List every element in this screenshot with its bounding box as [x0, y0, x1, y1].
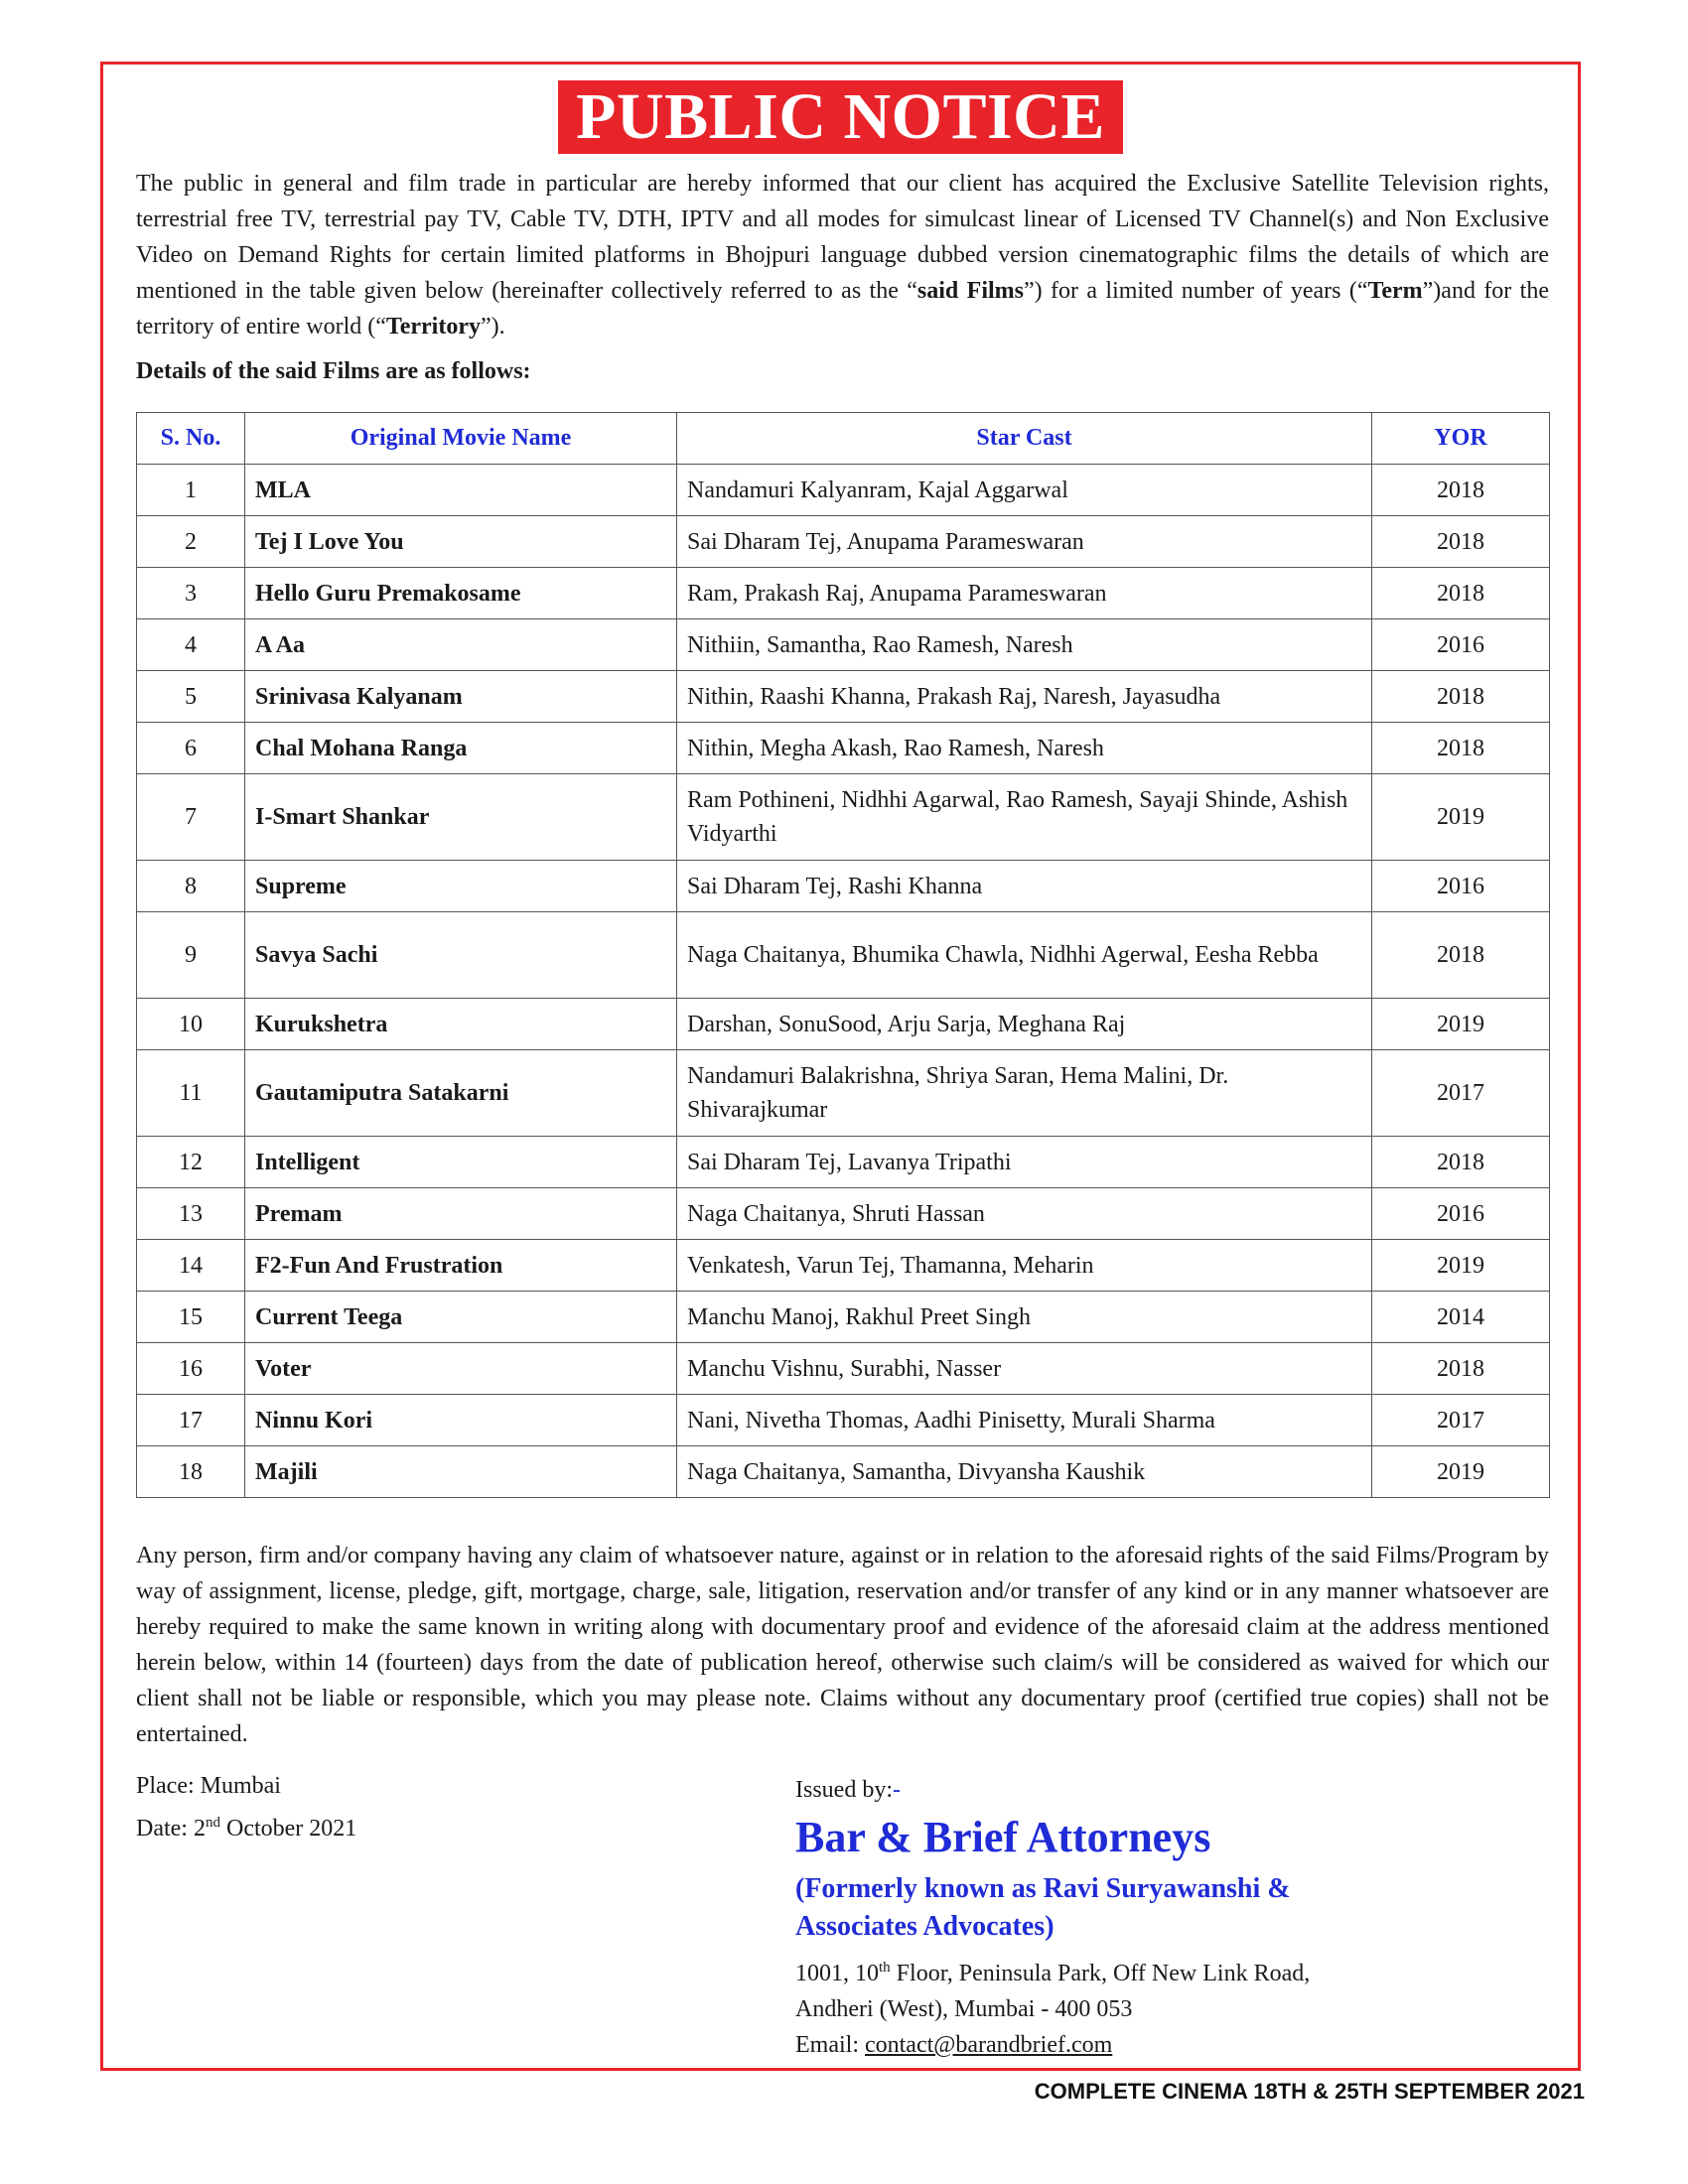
cell-star-cast: Sai Dharam Tej, Anupama Parameswaran — [677, 516, 1372, 568]
cell-star-cast: Manchu Vishnu, Surabhi, Nasser — [677, 1343, 1372, 1395]
intro-part4: ”). — [480, 314, 505, 340]
cell-sno: 16 — [137, 1343, 245, 1395]
cell-sno: 15 — [137, 1292, 245, 1343]
cell-star-cast: Nithiin, Samantha, Rao Ramesh, Naresh — [677, 619, 1372, 671]
cell-movie-name: F2-Fun And Frustration — [245, 1240, 677, 1292]
cell-movie-name: Intelligent — [245, 1137, 677, 1188]
intro-part1: The public in general and film trade in particular are hereby informed that our client has acquired the Exclusive Satellite Television rights, terrestrial free TV, terrestrial pay TV, Cable TV, DTH, IPTV and all modes for simulcast linear of Licensed TV Channel(s) and Non Exclusive Video on Demand Rights for certain limited platforms in Bhojpuri language dubbed version cinematographic films the details of which are mentioned in the table given below (hereinafter collectively referred to as the “ — [136, 171, 1549, 304]
cell-sno: 6 — [137, 723, 245, 774]
cell-movie-name: Tej I Love You — [245, 516, 677, 568]
intro-term: Term — [1367, 278, 1423, 304]
address-line2: Andheri (West), Mumbai - 400 053 — [795, 1996, 1133, 2022]
email-label: Email: — [795, 2032, 865, 2058]
table-row — [137, 1240, 1550, 1292]
cell-movie-name: Voter — [245, 1343, 677, 1395]
formerly-known-as: (Formerly known as Ravi Suryawanshi & Associates Advocates) — [795, 1873, 1291, 1942]
cell-movie-name: Majili — [245, 1446, 677, 1498]
address — [795, 1950, 1550, 2063]
cell-yor: 2016 — [1372, 1188, 1550, 1240]
cell-yor: 2018 — [1372, 912, 1550, 999]
cell-sno: 14 — [137, 1240, 245, 1292]
details-heading: Details of the said Films are as follows: — [136, 358, 531, 384]
cell-sno: 7 — [137, 774, 245, 861]
cell-movie-name: A Aa — [245, 619, 677, 671]
cell-yor: 2019 — [1372, 999, 1550, 1050]
cell-sno: 8 — [137, 861, 245, 912]
cell-star-cast: Nandamuri Balakrishna, Shriya Saran, Hema Malini, Dr. Shivarajkumar — [677, 1050, 1372, 1137]
cell-star-cast: Manchu Manoj, Rakhul Preet Singh — [677, 1292, 1372, 1343]
cell-star-cast: Nandamuri Kalyanram, Kajal Aggarwal — [677, 465, 1372, 516]
closing-paragraph: Any person, firm and/or company having any claim of whatsoever nature, against or in relation to the aforesaid rights of the said Films/Program by way of assignment, license, pledge, gift, mortgage, charge, sale, litigation, reservation and/or transfer of any kind or in any manner whatsoever are hereby required to make the same known in writing along with documentary proof and evidence of the aforesaid claim at the address mentioned herein below, within 14 (fourteen) days from the date of publication hereof, otherwise such claim/s will be considered as waived for which our client shall not be liable or responsible, which you may please note. Claims without any documentary proof (certified true copies) shall not be entertained. — [136, 1543, 1549, 1747]
table-row — [137, 1050, 1550, 1137]
date — [136, 1815, 356, 1843]
cell-sno: 12 — [137, 1137, 245, 1188]
issued-by-label: Issued by: — [795, 1777, 893, 1803]
cell-sno: 10 — [137, 999, 245, 1050]
table-row — [137, 774, 1550, 861]
issued-by-dash: - — [893, 1777, 901, 1803]
firm-name: Bar & Brief Attorneys — [795, 1813, 1211, 1861]
header-star-cast: Star Cast — [677, 413, 1372, 465]
films-table-body — [137, 465, 1550, 1498]
cell-sno: 3 — [137, 568, 245, 619]
cell-movie-name: Srinivasa Kalyanam — [245, 671, 677, 723]
cell-star-cast: Nithin, Raashi Khanna, Prakash Raj, Naresh, Jayasudha — [677, 671, 1372, 723]
cell-star-cast: Venkatesh, Varun Tej, Thamanna, Meharin — [677, 1240, 1372, 1292]
intro-said-films: said Films — [916, 278, 1024, 304]
cell-movie-name: I-Smart Shankar — [245, 774, 677, 861]
table-row — [137, 999, 1550, 1050]
cell-yor: 2018 — [1372, 568, 1550, 619]
cell-sno: 2 — [137, 516, 245, 568]
cell-movie-name: Ninnu Kori — [245, 1395, 677, 1446]
cell-star-cast: Ram, Prakash Raj, Anupama Parameswaran — [677, 568, 1372, 619]
issued-by — [795, 1775, 1550, 1805]
title-wrap — [103, 80, 1578, 154]
cell-yor: 2018 — [1372, 516, 1550, 568]
cell-yor: 2016 — [1372, 861, 1550, 912]
intro-part3: ”)and for the territory of entire world (“ — [136, 278, 1550, 340]
intro-territory: Territory — [385, 314, 481, 340]
header-sno: S. No. — [137, 413, 245, 465]
cell-star-cast: Darshan, SonuSood, Arju Sarja, Meghana Raj — [677, 999, 1372, 1050]
table-row — [137, 1343, 1550, 1395]
notice-frame — [100, 62, 1581, 2071]
cell-movie-name: Premam — [245, 1188, 677, 1240]
table-row — [137, 1188, 1550, 1240]
cell-movie-name: Kurukshetra — [245, 999, 677, 1050]
cell-sno: 5 — [137, 671, 245, 723]
cell-movie-name: Savya Sachi — [245, 912, 677, 999]
table-row — [137, 465, 1550, 516]
cell-movie-name: Hello Guru Premakosame — [245, 568, 677, 619]
email-link[interactable]: contact@barandbrief.com — [864, 2032, 1113, 2058]
header-movie-name: Original Movie Name — [245, 413, 677, 465]
cell-yor: 2018 — [1372, 671, 1550, 723]
table-row — [137, 912, 1550, 999]
address-line1-prefix: 1001, 10 — [795, 1961, 879, 1986]
cell-sno: 18 — [137, 1446, 245, 1498]
cell-sno: 4 — [137, 619, 245, 671]
table-row — [137, 1292, 1550, 1343]
cell-star-cast: Naga Chaitanya, Shruti Hassan — [677, 1188, 1372, 1240]
header-yor: YOR — [1372, 413, 1550, 465]
table-row — [137, 1137, 1550, 1188]
table-row — [137, 1395, 1550, 1446]
date-suffix: October 2021 — [219, 1816, 357, 1842]
table-row — [137, 568, 1550, 619]
cell-sno: 11 — [137, 1050, 245, 1137]
cell-sno: 17 — [137, 1395, 245, 1446]
table-header-row — [137, 413, 1550, 465]
cell-star-cast: Naga Chaitanya, Bhumika Chawla, Nidhhi Agerwal, Eesha Rebba — [677, 912, 1372, 999]
cell-yor: 2019 — [1372, 1240, 1550, 1292]
table-row — [137, 861, 1550, 912]
table-row — [137, 1446, 1550, 1498]
cell-movie-name: MLA — [245, 465, 677, 516]
publication-footer: COMPLETE CINEMA 18TH & 25TH SEPTEMBER 2021 — [1034, 2079, 1585, 2104]
table-row — [137, 723, 1550, 774]
date-prefix: Date: 2 — [136, 1816, 206, 1842]
cell-star-cast: Naga Chaitanya, Samantha, Divyansha Kaushik — [677, 1446, 1372, 1498]
cell-yor: 2018 — [1372, 465, 1550, 516]
cell-yor: 2019 — [1372, 774, 1550, 861]
cell-sno: 13 — [137, 1188, 245, 1240]
date-sup: nd — [205, 1815, 220, 1831]
notice-title: PUBLIC NOTICE — [558, 80, 1123, 154]
issuer-block — [795, 1775, 1550, 2063]
cell-yor: 2016 — [1372, 619, 1550, 671]
cell-yor: 2018 — [1372, 1343, 1550, 1395]
cell-movie-name: Chal Mohana Ranga — [245, 723, 677, 774]
intro-paragraph — [136, 166, 1549, 344]
table-row — [137, 671, 1550, 723]
cell-yor: 2018 — [1372, 1137, 1550, 1188]
cell-movie-name: Gautamiputra Satakarni — [245, 1050, 677, 1137]
cell-star-cast: Nani, Nivetha Thomas, Aadhi Pinisetty, Murali Sharma — [677, 1395, 1372, 1446]
cell-yor: 2017 — [1372, 1050, 1550, 1137]
cell-star-cast: Ram Pothineni, Nidhhi Agarwal, Rao Ramesh, Sayaji Shinde, Ashish Vidyarthi — [677, 774, 1372, 861]
cell-yor: 2019 — [1372, 1446, 1550, 1498]
cell-sno: 9 — [137, 912, 245, 999]
films-table — [136, 412, 1550, 1498]
intro-part2: ”) for a limited number of years (“ — [1024, 278, 1368, 304]
cell-star-cast: Sai Dharam Tej, Rashi Khanna — [677, 861, 1372, 912]
address-line1-sup: th — [879, 1960, 891, 1976]
cell-sno: 1 — [137, 465, 245, 516]
table-row — [137, 619, 1550, 671]
address-line1-suffix: Floor, Peninsula Park, Off New Link Road, — [890, 1961, 1311, 1986]
cell-yor: 2014 — [1372, 1292, 1550, 1343]
cell-movie-name: Supreme — [245, 861, 677, 912]
cell-star-cast: Sai Dharam Tej, Lavanya Tripathi — [677, 1137, 1372, 1188]
cell-star-cast: Nithin, Megha Akash, Rao Ramesh, Naresh — [677, 723, 1372, 774]
cell-yor: 2018 — [1372, 723, 1550, 774]
cell-movie-name: Current Teega — [245, 1292, 677, 1343]
table-row — [137, 516, 1550, 568]
place: Place: Mumbai — [136, 1773, 281, 1799]
cell-yor: 2017 — [1372, 1395, 1550, 1446]
